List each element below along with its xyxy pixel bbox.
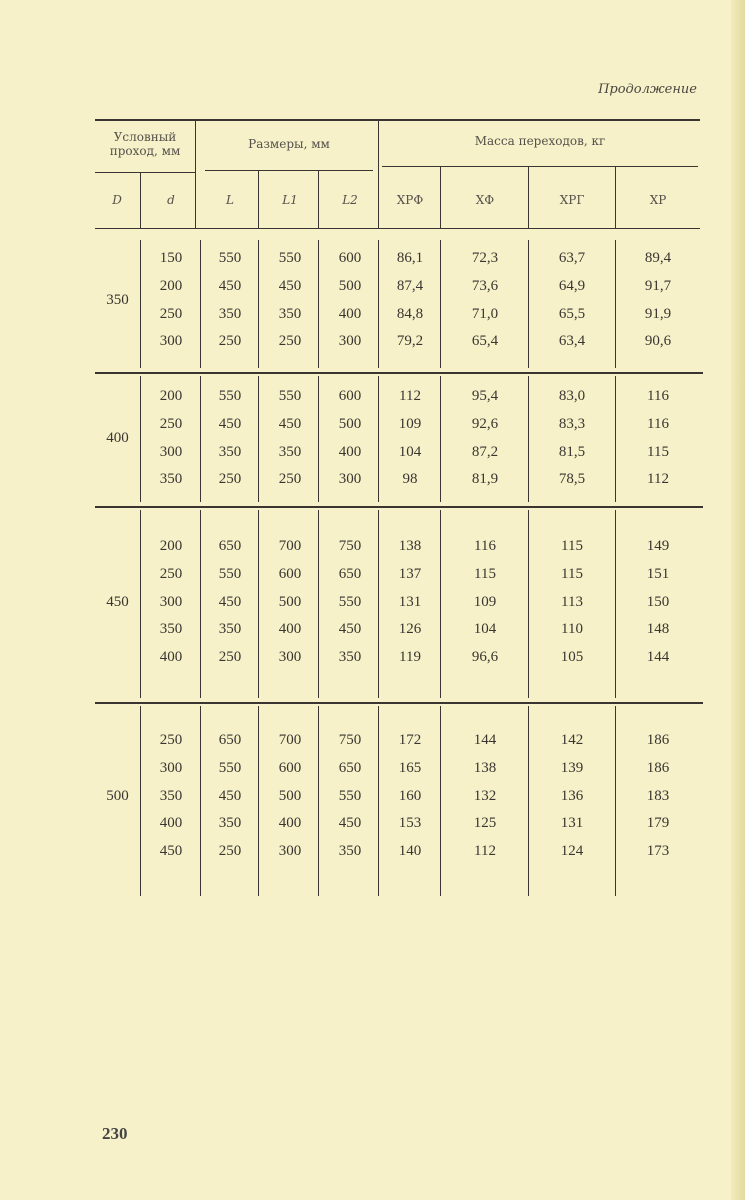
table-cell: 250 — [278, 333, 302, 350]
column-header: L2 — [342, 193, 358, 207]
table-cell: 250 — [159, 732, 183, 748]
table-cell: 400 — [278, 621, 302, 638]
table-cell: 138 — [473, 759, 497, 776]
table-cell: 72,3 — [471, 250, 499, 266]
table-cell: 65,4 — [471, 333, 499, 350]
table-cell: 600 — [338, 388, 362, 404]
table-cell: 450 — [338, 815, 362, 832]
column-divider — [258, 170, 259, 228]
table-cell: 400 — [338, 443, 362, 460]
table-cell: 350 — [159, 787, 183, 804]
table-cell: 115 — [561, 538, 583, 554]
column-divider — [318, 376, 319, 502]
table-cell: 172 — [398, 732, 422, 748]
column-divider — [140, 706, 141, 896]
column-divider — [528, 240, 529, 368]
table-cell: 64,9 — [558, 277, 586, 294]
table-cell: 350 — [218, 305, 242, 322]
table-cell: 200 — [159, 388, 183, 404]
table-cell: 95,4 — [471, 388, 499, 404]
table-cell: 250 — [159, 565, 183, 582]
column-divider — [140, 172, 141, 228]
table-cell: 250 — [159, 305, 183, 322]
table-cell: 89,4 — [644, 250, 672, 266]
table-cell: 450 — [218, 593, 242, 610]
table-cell: 87,4 — [396, 277, 424, 294]
table-cell: 300 — [159, 443, 183, 460]
column-divider — [195, 119, 196, 228]
table-cell: 650 — [218, 732, 242, 748]
table-cell: 73,6 — [471, 277, 499, 294]
table-cell: 126 — [398, 621, 422, 638]
table-cell: 350 — [159, 471, 183, 488]
table-cell: 113 — [561, 593, 583, 610]
table-cell: 200 — [159, 538, 183, 554]
continuation-label: Продолжение — [598, 82, 697, 97]
group-separator — [95, 506, 703, 508]
table-cell: 650 — [338, 565, 362, 582]
column-divider — [318, 510, 319, 698]
header-nominal-bore: Условный проход, мм — [109, 130, 181, 158]
column-header: d — [167, 193, 175, 207]
table-cell: 300 — [159, 593, 183, 610]
table-cell: 550 — [338, 593, 362, 610]
table-cell: 79,2 — [396, 333, 424, 350]
column-divider — [200, 240, 201, 368]
table-cell: 109 — [473, 593, 497, 610]
table-cell: 200 — [159, 277, 183, 294]
table-cell: 91,9 — [644, 305, 672, 322]
column-header: ХРФ — [396, 193, 424, 207]
table-cell: 109 — [398, 415, 422, 432]
table-cell: 84,8 — [396, 305, 424, 322]
column-divider — [140, 240, 141, 368]
table-cell: 91,7 — [644, 277, 672, 294]
table-cell: 600 — [278, 759, 302, 776]
table-cell: 132 — [473, 787, 497, 804]
table-cell: 186 — [646, 759, 670, 776]
table-cell: 136 — [560, 787, 584, 804]
column-divider — [528, 706, 529, 896]
column-divider — [440, 166, 441, 228]
table-cell: 63,7 — [558, 250, 586, 266]
table-cell: 125 — [473, 815, 497, 832]
table-cell: 450 — [278, 415, 302, 432]
nominal-diameter-D: 400 — [106, 430, 129, 446]
table-cell: 131 — [560, 815, 584, 832]
table-cell: 250 — [218, 649, 242, 666]
column-divider — [615, 376, 616, 502]
table-cell: 550 — [218, 759, 242, 776]
nominal-diameter-D: 350 — [106, 292, 129, 308]
column-header: ХР — [649, 193, 667, 207]
table-cell: 144 — [646, 649, 670, 666]
table-cell: 104 — [398, 443, 422, 460]
table-cell: 112 — [647, 471, 669, 488]
table-cell: 500 — [338, 277, 362, 294]
nominal-diameter-D: 450 — [106, 594, 129, 610]
table-cell: 350 — [278, 305, 302, 322]
table-cell: 550 — [218, 250, 242, 266]
table-cell: 160 — [398, 787, 422, 804]
table-cell: 131 — [398, 593, 422, 610]
table-cell: 350 — [338, 843, 362, 860]
column-divider — [318, 706, 319, 896]
table-cell: 450 — [218, 787, 242, 804]
table-cell: 116 — [647, 415, 669, 432]
table-cell: 115 — [561, 565, 583, 582]
table-cell: 500 — [278, 593, 302, 610]
table-cell: 104 — [473, 621, 497, 638]
header-subrule — [382, 166, 698, 167]
table-cell: 96,6 — [471, 649, 499, 666]
table-cell: 550 — [218, 388, 242, 404]
table-cell: 250 — [218, 471, 242, 488]
nominal-diameter-D: 500 — [106, 788, 129, 804]
table-cell: 300 — [278, 843, 302, 860]
table-cell: 250 — [218, 333, 242, 350]
table-cell: 750 — [338, 538, 362, 554]
column-divider — [615, 166, 616, 228]
column-divider — [615, 510, 616, 698]
table-cell: 83,3 — [558, 415, 586, 432]
table-cell: 116 — [647, 388, 669, 404]
table-cell: 650 — [338, 759, 362, 776]
table-cell: 148 — [646, 621, 670, 638]
table-cell: 300 — [338, 333, 362, 350]
table-cell: 500 — [338, 415, 362, 432]
column-divider — [318, 240, 319, 368]
column-divider — [200, 510, 201, 698]
table-cell: 86,1 — [396, 250, 424, 266]
header-bottom-rule — [95, 228, 700, 229]
table-cell: 450 — [218, 415, 242, 432]
table-cell: 179 — [646, 815, 670, 832]
header-dimensions: Размеры, мм — [248, 137, 330, 151]
table-cell: 110 — [561, 621, 583, 638]
table-cell: 350 — [218, 621, 242, 638]
column-divider — [615, 706, 616, 896]
header-subrule — [205, 170, 373, 171]
table-cell: 350 — [218, 815, 242, 832]
table-cell: 300 — [278, 649, 302, 666]
column-divider — [378, 706, 379, 896]
column-divider — [378, 376, 379, 502]
table-cell: 81,9 — [471, 471, 499, 488]
table-cell: 165 — [398, 759, 422, 776]
group-separator — [95, 702, 703, 704]
table-cell: 250 — [218, 843, 242, 860]
column-divider — [140, 510, 141, 698]
column-divider — [258, 510, 259, 698]
table-cell: 250 — [278, 471, 302, 488]
table-cell: 105 — [560, 649, 584, 666]
column-divider — [258, 376, 259, 502]
table-top-rule — [95, 119, 700, 121]
table-cell: 550 — [278, 388, 302, 404]
table-cell: 400 — [338, 305, 362, 322]
column-divider — [318, 170, 319, 228]
header-subrule — [95, 172, 195, 173]
table-cell: 115 — [647, 443, 669, 460]
column-divider — [200, 706, 201, 896]
table-cell: 450 — [159, 843, 183, 860]
table-cell: 450 — [338, 621, 362, 638]
table-cell: 183 — [646, 787, 670, 804]
column-divider — [528, 376, 529, 502]
table-cell: 650 — [218, 538, 242, 554]
column-header: D — [112, 193, 122, 207]
table-cell: 139 — [560, 759, 584, 776]
table-cell: 550 — [278, 250, 302, 266]
table-cell: 300 — [159, 333, 183, 350]
table-cell: 115 — [474, 565, 496, 582]
table-cell: 300 — [338, 471, 362, 488]
column-divider — [440, 510, 441, 698]
column-divider — [378, 510, 379, 698]
table-cell: 400 — [159, 815, 183, 832]
table-cell: 150 — [159, 250, 183, 266]
table-cell: 500 — [278, 787, 302, 804]
table-cell: 83,0 — [558, 388, 586, 404]
table-cell: 63,4 — [558, 333, 586, 350]
group-separator — [95, 372, 703, 374]
table-cell: 137 — [398, 565, 422, 582]
table-cell: 600 — [338, 250, 362, 266]
table-cell: 81,5 — [558, 443, 586, 460]
column-divider — [378, 240, 379, 368]
column-header: ХФ — [475, 193, 495, 207]
table-cell: 149 — [646, 538, 670, 554]
table-cell: 600 — [278, 565, 302, 582]
table-cell: 173 — [646, 843, 670, 860]
column-divider — [258, 240, 259, 368]
table-cell: 450 — [278, 277, 302, 294]
table-cell: 350 — [159, 621, 183, 638]
table-cell: 78,5 — [558, 471, 586, 488]
table-cell: 65,5 — [558, 305, 586, 322]
table-cell: 119 — [399, 649, 421, 666]
table-cell: 124 — [560, 843, 584, 860]
table-cell: 112 — [474, 843, 496, 860]
table-cell: 700 — [278, 732, 302, 748]
column-divider — [258, 706, 259, 896]
column-header: L1 — [282, 193, 298, 207]
table-cell: 350 — [278, 443, 302, 460]
table-cell: 550 — [338, 787, 362, 804]
page-edge — [731, 0, 745, 1200]
column-divider — [615, 240, 616, 368]
table-cell: 400 — [278, 815, 302, 832]
column-divider — [440, 376, 441, 502]
header-mass: Масса переходов, кг — [474, 134, 606, 148]
table-cell: 150 — [646, 593, 670, 610]
table-cell: 151 — [646, 565, 670, 582]
column-divider — [440, 240, 441, 368]
page-number: 230 — [102, 1124, 128, 1143]
table-cell: 300 — [159, 759, 183, 776]
column-divider — [528, 510, 529, 698]
table-cell: 400 — [159, 649, 183, 666]
column-divider — [378, 119, 379, 228]
table-cell: 700 — [278, 538, 302, 554]
table-cell: 153 — [398, 815, 422, 832]
table-cell: 350 — [338, 649, 362, 666]
table-cell: 144 — [473, 732, 497, 748]
column-header: L — [226, 193, 234, 207]
table-cell: 138 — [398, 538, 422, 554]
table-cell: 87,2 — [471, 443, 499, 460]
table-cell: 90,6 — [644, 333, 672, 350]
column-header: ХРГ — [559, 193, 585, 207]
table-cell: 140 — [398, 843, 422, 860]
table-cell: 550 — [218, 565, 242, 582]
column-divider — [440, 706, 441, 896]
table-cell: 750 — [338, 732, 362, 748]
table-cell: 116 — [474, 538, 496, 554]
table-cell: 450 — [218, 277, 242, 294]
column-divider — [528, 166, 529, 228]
table-cell: 92,6 — [471, 415, 499, 432]
table-cell: 350 — [218, 443, 242, 460]
column-divider — [140, 376, 141, 502]
column-divider — [200, 376, 201, 502]
table-cell: 71,0 — [471, 305, 499, 322]
table-cell: 186 — [646, 732, 670, 748]
table-cell: 112 — [399, 388, 421, 404]
table-cell: 142 — [560, 732, 584, 748]
table-cell: 98 — [402, 471, 418, 488]
table-cell: 250 — [159, 415, 183, 432]
